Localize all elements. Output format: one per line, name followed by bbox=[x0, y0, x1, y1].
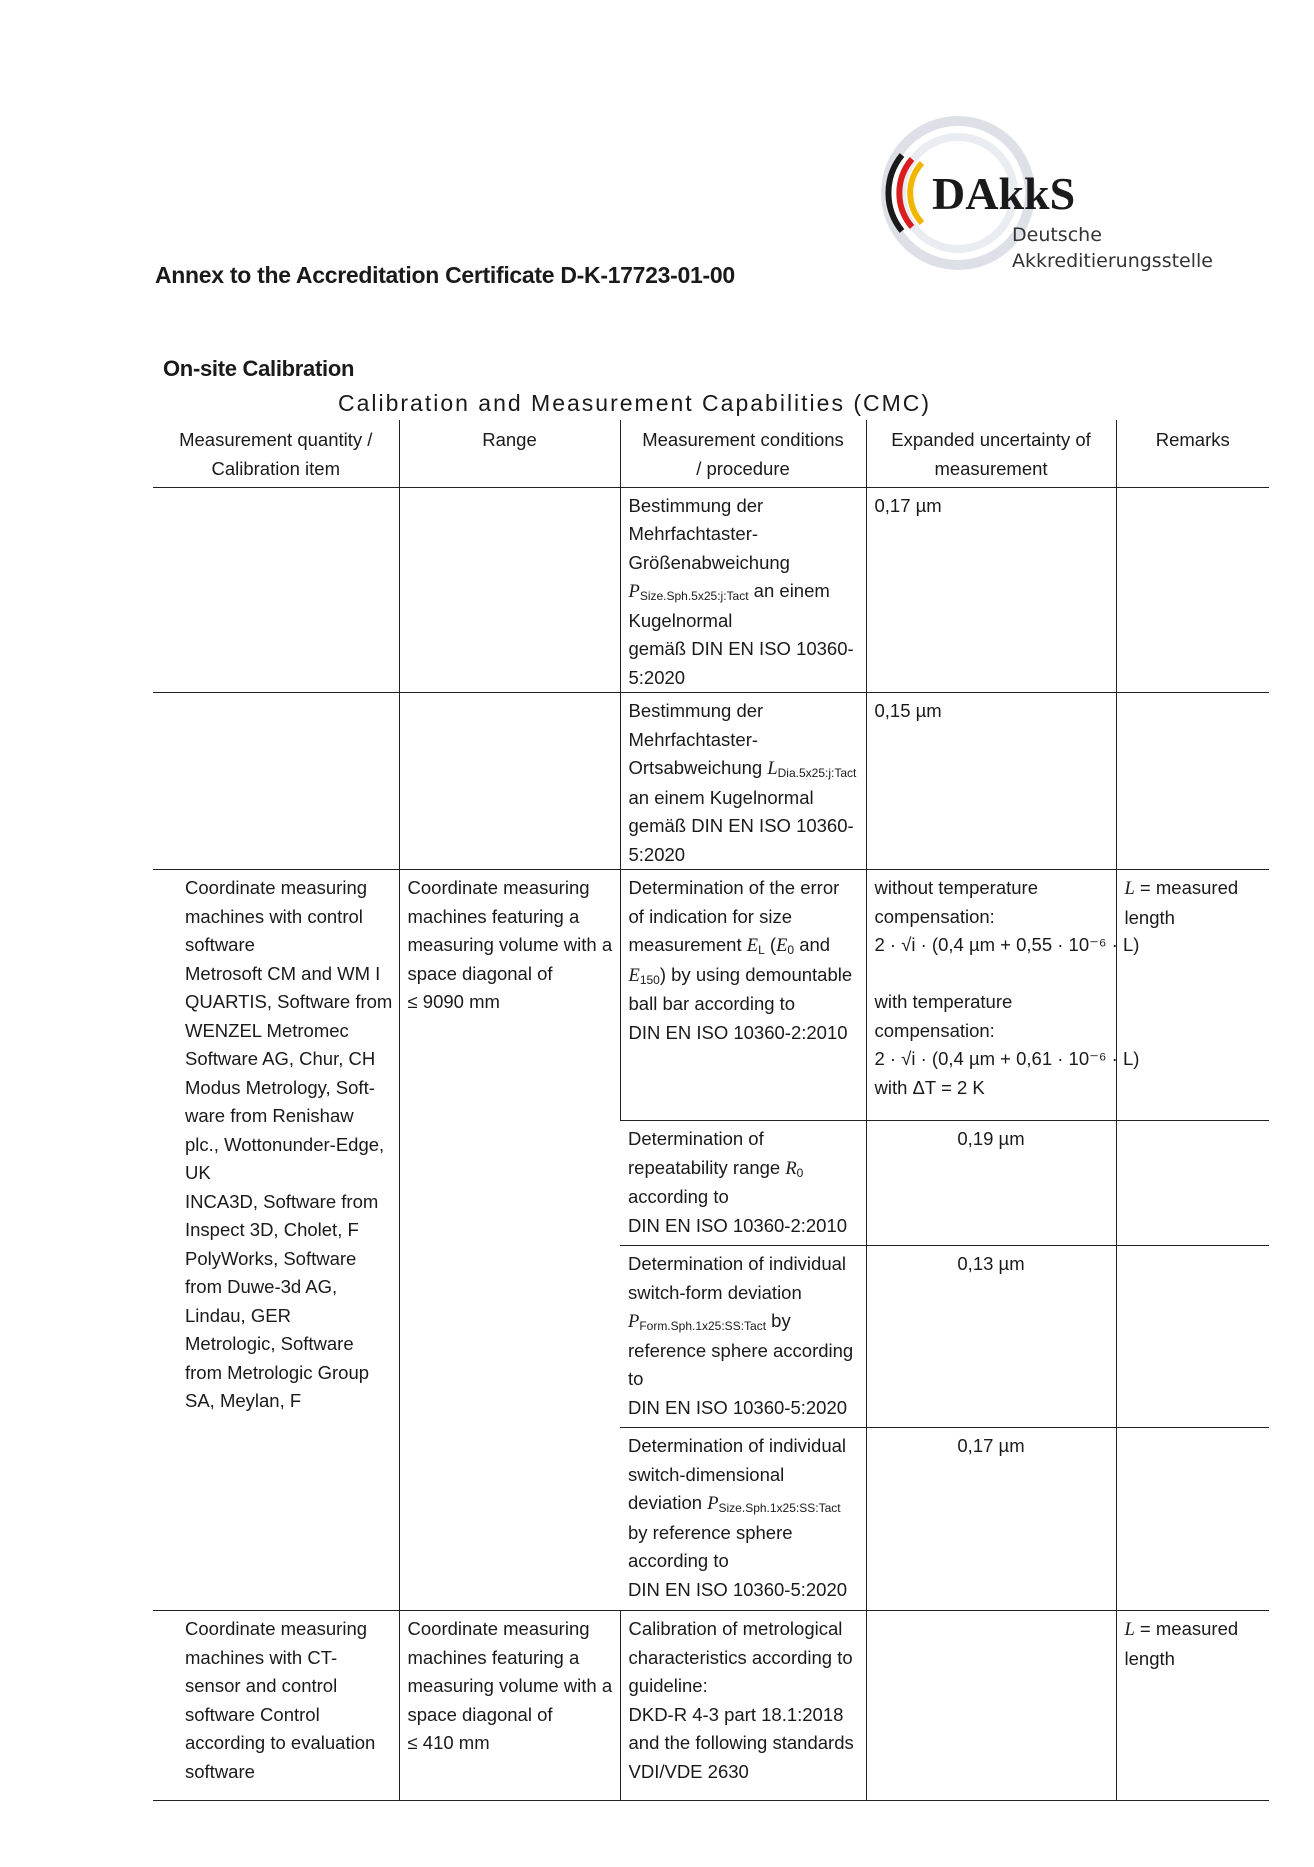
symbol: E bbox=[628, 965, 640, 986]
cell-uncertainty bbox=[866, 1428, 1116, 1611]
cell-remarks bbox=[1116, 1428, 1269, 1611]
subscript: 0 bbox=[796, 1165, 804, 1180]
cell-line: ≤ 9090 mm bbox=[407, 991, 500, 1012]
cell-line bbox=[629, 754, 858, 784]
cell-line bbox=[628, 1489, 858, 1519]
cell-line bbox=[629, 577, 858, 607]
cell-line: software Control bbox=[185, 1703, 320, 1725]
cell-remarks bbox=[1116, 870, 1269, 1121]
cell-line: DIN EN ISO 10360-5:2020 bbox=[628, 1578, 848, 1600]
cell-range bbox=[399, 693, 620, 870]
cell-line: Software AG, Chur, CH bbox=[185, 1048, 376, 1069]
text-segment: an einem bbox=[748, 580, 830, 601]
cell-line: Metrosoft CM and WM I bbox=[185, 962, 381, 984]
symbol: P bbox=[628, 1312, 640, 1332]
cell-line bbox=[1125, 1615, 1262, 1645]
cell-line: Calibration of metrological bbox=[628, 1618, 843, 1639]
cell-remarks bbox=[1116, 693, 1269, 870]
table-row bbox=[153, 870, 1269, 1121]
cell-line: Inspect 3D, Cholet, F bbox=[185, 1219, 359, 1240]
cell-conditions bbox=[620, 1246, 866, 1428]
cell-line: Calibration item bbox=[211, 457, 341, 479]
cell-range bbox=[399, 870, 620, 1611]
table-row bbox=[153, 487, 1269, 693]
cell-uncertainty bbox=[866, 693, 1116, 870]
symbol: R bbox=[785, 1158, 797, 1179]
cell-line bbox=[629, 931, 858, 961]
section-heading: On-site Calibration bbox=[163, 356, 355, 381]
cell-line: Coordinate measuring bbox=[407, 877, 590, 898]
cell-line: Bestimmung der bbox=[628, 494, 764, 516]
subscript: 150 bbox=[639, 972, 660, 987]
cell-line: 0,13 µm bbox=[957, 1253, 1025, 1274]
cell-line: plc., Wottonunder-Edge, bbox=[185, 1133, 385, 1155]
cell-line: 0,15 µm bbox=[874, 700, 942, 721]
symbol: E bbox=[776, 936, 788, 956]
symbol: P bbox=[628, 582, 640, 602]
cell-line: Mehrfachtaster- bbox=[628, 523, 759, 544]
text-segment: repeatability range bbox=[628, 1156, 786, 1178]
cell-line: ware from Renishaw bbox=[185, 1105, 354, 1126]
cell-line: measuring volume with a bbox=[407, 1675, 613, 1696]
cell-remarks bbox=[1116, 487, 1269, 693]
cell-line: DIN EN ISO 10360-2:2010 bbox=[628, 1021, 848, 1043]
cell-line: Expanded uncertainty of bbox=[891, 429, 1091, 450]
logo-line2: Akkreditierungsstelle bbox=[1012, 250, 1213, 272]
cell-line: 5:2020 bbox=[628, 666, 686, 688]
cell-uncertainty bbox=[866, 1121, 1116, 1246]
cell-line: Determination of individual bbox=[628, 1435, 847, 1456]
cell-line: characteristics according to bbox=[628, 1646, 853, 1668]
cell-line: 0,17 µm bbox=[957, 1435, 1025, 1456]
text-segment: = measured bbox=[1134, 1618, 1239, 1639]
cell-line: Determination of bbox=[628, 1128, 764, 1149]
document-title: Annex to the Accreditation Certificate D-K-17723-01-00 bbox=[155, 262, 735, 288]
subscript: Size.Sph.1x25:SS:Tact bbox=[718, 1501, 841, 1515]
cell-calibration-item bbox=[153, 1611, 399, 1801]
cmc-table bbox=[153, 420, 1269, 1801]
cell-line: Measurement conditions bbox=[642, 429, 844, 450]
cell-line: switch-form deviation bbox=[628, 1281, 802, 1303]
subscript: Form.Sph.1x25:SS:Tact bbox=[639, 1319, 767, 1333]
cell-uncertainty bbox=[866, 870, 1140, 1121]
subscript: 0 bbox=[787, 943, 795, 957]
cell-line: Determination of individual bbox=[628, 1253, 847, 1274]
cell-line: Modus Metrology, Soft- bbox=[185, 1076, 375, 1098]
symbol: P bbox=[707, 1494, 719, 1514]
cell-remarks bbox=[1116, 1246, 1269, 1428]
text-segment: and bbox=[794, 934, 831, 955]
header-range bbox=[399, 420, 620, 487]
cell-uncertainty bbox=[866, 487, 1116, 693]
cell-line: software bbox=[185, 1760, 255, 1782]
cell-line: machines featuring a bbox=[407, 905, 580, 927]
cell-line: DIN EN ISO 10360-2:2010 bbox=[628, 1214, 848, 1236]
cell-line: machines with CT- bbox=[185, 1646, 338, 1668]
cell-line: reference sphere according bbox=[628, 1339, 854, 1361]
cell-uncertainty bbox=[866, 1611, 1116, 1801]
cell-remarks bbox=[1116, 1611, 1269, 1801]
cell-line bbox=[628, 1154, 858, 1184]
cell-line bbox=[875, 960, 1108, 989]
cell-calibration-item bbox=[153, 693, 399, 870]
cell-line: from Duwe-3d AG, bbox=[185, 1276, 338, 1297]
cell-line: PolyWorks, Software bbox=[185, 1247, 357, 1269]
header-conditions bbox=[620, 420, 866, 487]
text-segment: ( bbox=[764, 934, 777, 955]
cell-line: to bbox=[628, 1368, 644, 1389]
cell-line: 2 · √i · (0,4 µm + 0,55 · 10⁻⁶ · L) bbox=[874, 934, 1140, 955]
cell-line: compensation: bbox=[874, 1019, 995, 1041]
cell-line: guideline: bbox=[628, 1675, 708, 1696]
cell-line: Coordinate measuring bbox=[407, 1618, 590, 1639]
cell-line: space diagonal of bbox=[407, 1703, 553, 1725]
dakks-logo bbox=[880, 115, 1220, 275]
cell-line: Coordinate measuring bbox=[185, 877, 368, 898]
symbol: L bbox=[767, 759, 778, 779]
table-row bbox=[153, 693, 1269, 870]
text-segment: by bbox=[766, 1310, 791, 1331]
cell-line: Mehrfachtaster- bbox=[628, 728, 759, 750]
cell-line: measuring volume with a bbox=[407, 934, 613, 955]
cell-line: compensation: bbox=[874, 905, 995, 927]
cell-line: Metrologic, Software bbox=[185, 1333, 354, 1354]
cell-line bbox=[1125, 874, 1262, 904]
cell-line: without temperature bbox=[874, 877, 1039, 898]
cell-line: QUARTIS, Software from bbox=[185, 991, 393, 1012]
cell-line: 0,19 µm bbox=[957, 1128, 1025, 1149]
cell-line: machines with control bbox=[185, 905, 363, 927]
cell-line: according to evaluation bbox=[185, 1732, 376, 1753]
cell-line: Coordinate measuring bbox=[185, 1618, 368, 1639]
logo-brand: DAkkS bbox=[932, 168, 1076, 219]
logo-line1: Deutsche bbox=[1012, 224, 1102, 246]
cell-uncertainty bbox=[866, 1246, 1116, 1428]
header-quantity bbox=[153, 420, 399, 487]
cell-range bbox=[399, 487, 620, 693]
cell-line: INCA3D, Software from bbox=[185, 1190, 379, 1212]
cell-line: Measurement quantity / bbox=[179, 429, 373, 450]
table-caption: Calibration and Measurement Capabilities (CMC) bbox=[337, 390, 932, 416]
cell-line: Remarks bbox=[1155, 429, 1230, 450]
symbol: L bbox=[1124, 1620, 1135, 1640]
cell-line: with temperature bbox=[874, 991, 1013, 1012]
cell-line bbox=[629, 961, 858, 991]
cell-line: with ΔT = 2 K bbox=[874, 1076, 985, 1098]
cell-line: of indication for size bbox=[628, 905, 793, 927]
cell-line: according to bbox=[628, 1186, 729, 1207]
cell-line: gemäß DIN EN ISO 10360- bbox=[628, 815, 854, 836]
cell-line: length bbox=[1124, 1647, 1175, 1669]
cell-conditions bbox=[620, 1121, 866, 1246]
cell-line: sensor and control bbox=[185, 1675, 338, 1696]
subscript: Dia.5x25:j:Tact bbox=[777, 766, 857, 780]
text-segment: Ortsabweichung bbox=[628, 757, 768, 778]
text-segment: = measured bbox=[1134, 877, 1239, 898]
cell-line: machines featuring a bbox=[407, 1646, 580, 1668]
cell-line: length bbox=[1124, 906, 1175, 928]
cell-line: and the following standards bbox=[628, 1732, 854, 1753]
cell-range bbox=[399, 1611, 620, 1801]
cell-calibration-item bbox=[153, 487, 399, 693]
cell-line: SA, Meylan, F bbox=[185, 1390, 302, 1411]
cell-line: / procedure bbox=[696, 457, 790, 479]
cell-conditions bbox=[620, 1611, 866, 1801]
cell-line: gemäß DIN EN ISO 10360- bbox=[628, 638, 854, 659]
table-row bbox=[153, 1611, 1269, 1801]
cell-line: measurement bbox=[934, 457, 1048, 479]
cell-line: by reference sphere bbox=[628, 1521, 793, 1543]
cell-line bbox=[628, 1307, 858, 1337]
cell-line: space diagonal of bbox=[407, 962, 553, 984]
cell-line: from Metrologic Group bbox=[185, 1361, 370, 1383]
cell-line: according to bbox=[628, 1550, 729, 1571]
subscript: L bbox=[758, 943, 765, 957]
symbol: L bbox=[1124, 879, 1135, 899]
cell-line: UK bbox=[185, 1162, 211, 1183]
cell-line: DIN EN ISO 10360-5:2020 bbox=[628, 1396, 848, 1418]
cell-line: software bbox=[185, 934, 255, 955]
cell-conditions bbox=[620, 693, 866, 870]
cell-line: Kugelnormal bbox=[628, 609, 733, 631]
cell-conditions bbox=[620, 1428, 866, 1611]
cell-line: switch-dimensional bbox=[628, 1463, 785, 1485]
cell-line: DKD-R 4-3 part 18.1:2018 bbox=[628, 1703, 844, 1725]
cell-line: 2 · √i · (0,4 µm + 0,61 · 10⁻⁶ · L) bbox=[874, 1048, 1140, 1069]
cell-line: Lindau, GER bbox=[185, 1304, 291, 1326]
cell-calibration-item bbox=[153, 870, 399, 1611]
text-segment: measurement bbox=[628, 934, 747, 955]
cell-line: VDI/VDE 2630 bbox=[628, 1760, 749, 1782]
symbol: E bbox=[746, 936, 759, 956]
text-segment: deviation bbox=[628, 1492, 708, 1513]
text-segment: ) by using demountable bbox=[659, 963, 853, 985]
subscript: Size.Sph.5x25:j:Tact bbox=[639, 589, 749, 603]
cell-conditions bbox=[620, 487, 866, 693]
cell-line: ≤ 410 mm bbox=[407, 1732, 490, 1753]
cell-line: WENZEL Metromec bbox=[185, 1019, 349, 1041]
cell-line: 0,17 µm bbox=[874, 494, 942, 516]
header-uncertainty bbox=[866, 420, 1116, 487]
cell-remarks bbox=[1116, 1121, 1269, 1246]
cell-line: an einem Kugelnormal bbox=[628, 786, 814, 808]
cell-line: 5:2020 bbox=[628, 843, 686, 865]
cell-line: Größenabweichung bbox=[628, 551, 790, 573]
header-remarks bbox=[1116, 420, 1269, 487]
cell-line: Determination of the error bbox=[628, 877, 840, 898]
cell-line: Bestimmung der bbox=[628, 700, 764, 721]
cell-line: ball bar according to bbox=[628, 993, 796, 1014]
cell-line: Range bbox=[482, 429, 537, 450]
cell-conditions bbox=[620, 870, 866, 1121]
